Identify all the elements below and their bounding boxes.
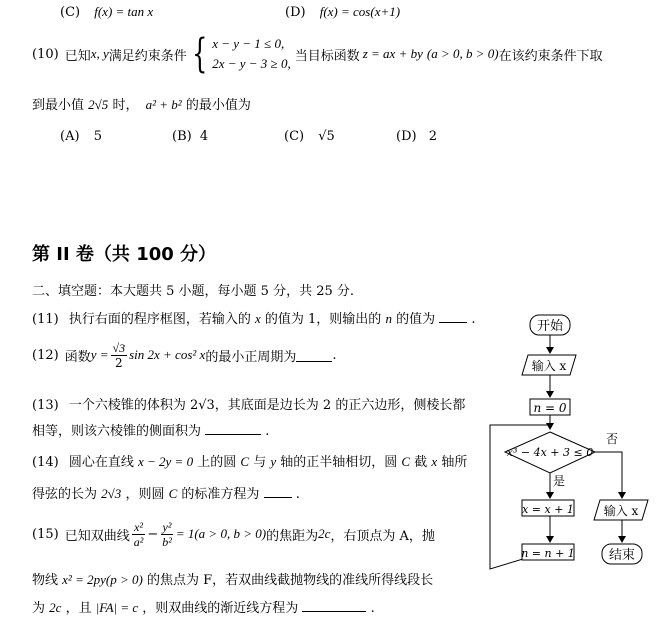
output-label: 输入 x [603, 504, 639, 518]
fraction-numerator: x² [134, 519, 143, 534]
q14-text: 截 [414, 455, 428, 470]
option-expr: f(x) = cos(x+1) [319, 4, 401, 19]
q14-number: (14) [32, 455, 59, 470]
chord-length: 2√3 [101, 486, 122, 501]
option-label: (D) [396, 129, 417, 144]
q11 [32, 308, 476, 327]
line-equation: x − 2y = 0 [137, 454, 194, 469]
q14-text: 的标准方程为 [181, 487, 260, 502]
function-rhs: sin 2x + cos² x [129, 347, 206, 362]
fraction [111, 341, 128, 370]
constraint-line: 2x − y − 3 ≥ 0, [212, 56, 291, 71]
end-mark: . [471, 312, 476, 327]
answer-blank[interactable] [296, 349, 332, 362]
fraction [160, 520, 174, 549]
q14-text: 轴的正半轴相切，圆 [280, 455, 398, 470]
end-mark: . [295, 487, 300, 502]
target-expr: a² + b² [145, 97, 182, 112]
q15-line3 [32, 597, 375, 616]
q10-line2 [32, 94, 251, 113]
end-label: 结束 [608, 548, 636, 563]
focal-length: 2c [318, 526, 331, 541]
fraction-denominator: a² [133, 534, 144, 549]
parabola-equation: x² = 2py(p > 0) [62, 572, 143, 587]
q15-text: 物线 [32, 573, 59, 588]
q14-text: 得弦的长为 [32, 487, 98, 502]
update-n-label: n = n + 1 [521, 547, 575, 560]
q11-text: 的值为 1，则输出的 [264, 312, 382, 327]
no-label: 否 [606, 432, 619, 446]
brace-icon: { [191, 31, 208, 77]
q12 [32, 337, 336, 373]
q15-text: ，且 [65, 601, 92, 616]
q10-line1 [32, 32, 603, 76]
axis-name: x [431, 454, 438, 469]
option-value: 5 [93, 129, 102, 144]
constraint-system [187, 31, 291, 77]
init-label: n = 0 [533, 401, 567, 415]
function-lhs: y = [90, 347, 109, 362]
q9-option-c [60, 4, 153, 20]
q10-option-b [172, 129, 208, 144]
var: x [254, 311, 261, 326]
objective-condition: (a > 0, b > 0) [426, 46, 499, 61]
q14-text: 轴所 [441, 455, 468, 470]
q11-text: 的值为 [396, 312, 436, 327]
objective-function: z = ax + by [362, 46, 423, 61]
no-branch-line [595, 452, 622, 498]
circle-name: C [168, 486, 178, 501]
q15-text: ，右顶点为 A，抛 [330, 528, 435, 544]
answer-blank[interactable] [264, 485, 292, 498]
q10-text: 当目标函数 [294, 48, 360, 64]
q14-text: 上的圆 [197, 455, 237, 470]
axis-name: y [270, 454, 277, 469]
q12-number: (12) [32, 347, 59, 363]
q13-line1 [32, 394, 465, 413]
option-label: (D) [285, 5, 306, 20]
fraction [132, 520, 146, 549]
condition-label: x³ − 4x + 3 ≤ 0 [506, 446, 594, 459]
q10-text: 在该约束条件下取 [498, 48, 603, 64]
answer-blank[interactable] [205, 422, 261, 435]
section-title: 第 II 卷（共 100 分） [32, 244, 217, 265]
circle-name: C [401, 454, 411, 469]
q14-text: 圆心在直线 [68, 455, 134, 470]
end-mark: . [332, 347, 337, 363]
q10-option-d [396, 129, 437, 144]
q15-text: 为 [32, 601, 46, 616]
q11-text: 执行右面的程序框图，若输入的 [68, 312, 251, 327]
q10-option-a [60, 129, 102, 144]
q10-text: 满足约束条件 [108, 48, 187, 64]
q12-text: 函数 [64, 349, 91, 365]
q10-text: 时， [112, 98, 139, 113]
q15-text: ，则双曲线的渐近线方程为 [142, 601, 299, 616]
q10-number: (10) [32, 46, 59, 62]
fa-expression: |FA| = c [95, 600, 139, 615]
q13-number: (13) [32, 398, 59, 413]
section-subtitle: 二、填空题：本大题共 5 小题，每小题 5 分，共 25 分. [32, 284, 355, 299]
circle-name: C [240, 454, 250, 469]
hyperbola-rest: = 1(a > 0, b > 0) [175, 526, 267, 541]
option-value: 2 [428, 129, 437, 144]
q10-text: 到最小值 [32, 98, 85, 113]
flowchart [480, 305, 660, 585]
q13-text: 一个六棱锥的体积为 2√3，其底面是边长为 2 的正六边形，侧棱长都 [68, 398, 466, 413]
q15-line1 [32, 515, 435, 553]
q11-number: (11) [32, 312, 59, 327]
fraction-denominator: 2 [114, 355, 123, 370]
q12-text: 的最小正周期为 [205, 349, 297, 365]
q10-option-c [284, 129, 335, 144]
update-x-label: x = x + 1 [522, 503, 574, 516]
var: n [385, 311, 392, 326]
constraint-line: x − y − 1 ≤ 0, [212, 36, 285, 51]
end-mark: . [265, 424, 270, 439]
answer-blank[interactable] [302, 599, 366, 612]
q14-line1 [32, 451, 467, 470]
answer-blank[interactable] [439, 310, 467, 323]
option-label: (A) [60, 129, 80, 144]
option-expr: f(x) = tan x [94, 4, 154, 19]
option-value: √5 [318, 129, 335, 144]
q14-text: ，则圆 [125, 487, 165, 502]
yes-label: 是 [553, 474, 566, 488]
q15-text: 的焦点为 F，若双曲线截抛物线的准线所得线段长 [146, 573, 434, 588]
q10-text: 已知 [64, 48, 91, 64]
input-label: 输入 x [531, 359, 567, 373]
option-value: 4 [199, 129, 209, 144]
min-value: 2√5 [88, 97, 109, 112]
q15-line2 [32, 569, 433, 588]
option-label: (C) [284, 129, 305, 144]
q15-number: (15) [32, 526, 59, 542]
focal-length: 2c [49, 600, 62, 615]
q15-text: 已知双曲线 [64, 528, 130, 544]
fraction-numerator: √3 [112, 340, 126, 355]
q9-option-d [285, 4, 400, 20]
q13-text: 相等，则该六棱锥的侧面积为 [32, 424, 202, 439]
q15-text: 的焦距为 [266, 528, 319, 544]
end-mark: . [370, 601, 375, 616]
fraction-numerator: y² [162, 519, 172, 534]
option-label: (C) [60, 5, 81, 20]
q14-text: 与 [253, 455, 267, 470]
start-label: 开始 [536, 319, 564, 334]
q13-line2 [32, 420, 269, 439]
q10-text: 的最小值为 [185, 98, 251, 113]
q14-line2 [32, 483, 300, 502]
minus-sign: − [147, 526, 159, 542]
fraction-denominator: b² [162, 534, 172, 549]
option-label: (B) [172, 129, 192, 144]
q10-vars: x, y [90, 46, 109, 61]
